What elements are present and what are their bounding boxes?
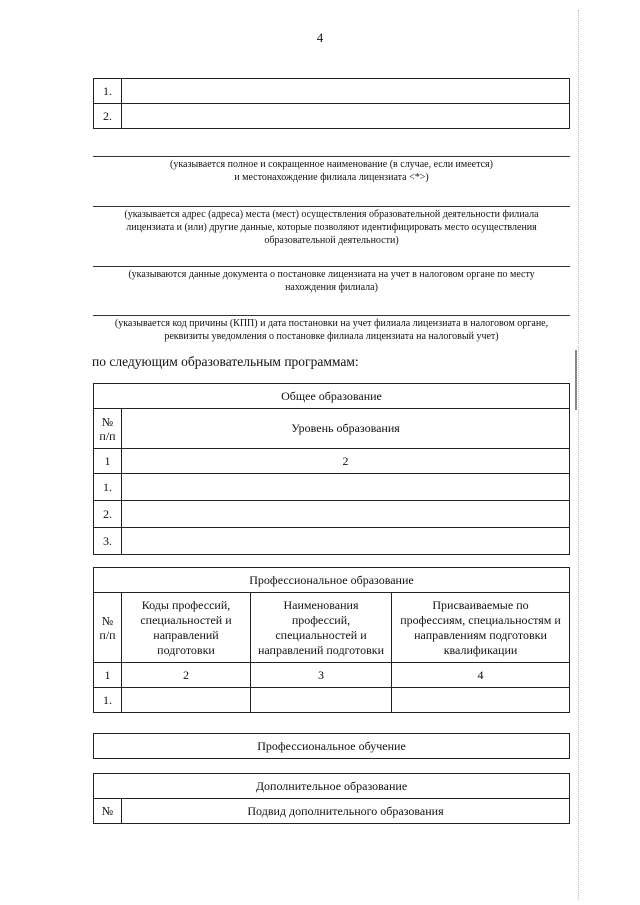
caption-line: лицензиата и (или) другие данные, которые позволяют идентифицировать место осуществления: [126, 222, 537, 233]
caption-tax-doc: [93, 268, 570, 294]
row-number: 1.: [94, 474, 122, 501]
level-cell[interactable]: [122, 474, 570, 501]
caption-line: (указывается код причины (КПП) и дата постановки на учет филиала лицензиата в налоговом органе,: [114, 318, 549, 329]
caption-line: (указываются данные документа о постановке лицензиата на учет в налоговом органе по месту: [128, 269, 535, 280]
general-education-table: [93, 383, 570, 555]
index-cell: 2: [122, 663, 251, 688]
fill-line-kpp: [93, 315, 570, 316]
codes-cell[interactable]: [122, 688, 251, 713]
index-cell: 3: [251, 663, 392, 688]
caption-kpp: [93, 317, 570, 343]
index-cell: 1: [94, 663, 122, 688]
col-subtype-header: Подвид дополнительного образования: [122, 799, 570, 824]
col-qualifications-header: Присваиваемые по профессиям, специальностям и направлениям подготовки квалификации: [392, 593, 570, 663]
caption-line: реквизиты уведомления о постановке филиала лицензиата на налоговый учет): [164, 331, 499, 342]
top-table: [93, 78, 570, 129]
col-names-header: Наименования профессий, специальностей и направлений подготовки: [251, 593, 392, 663]
caption-line: и местонахождение филиала лицензиата <*>): [234, 172, 429, 183]
row-number: 2.: [94, 501, 122, 528]
col-codes-header: Коды профессий, специальностей и направлений подготовки: [122, 593, 251, 663]
page-edge: [578, 10, 579, 900]
top-row-cell[interactable]: [122, 104, 570, 129]
index-cell: 4: [392, 663, 570, 688]
level-cell[interactable]: [122, 501, 570, 528]
programs-lead: по следующим образовательным программам:: [92, 354, 359, 369]
index-cell: 1: [94, 449, 122, 474]
professional-education-title: Профессиональное образование: [94, 568, 570, 593]
caption-line: нахождения филиала): [285, 282, 378, 293]
row-number: 1.: [94, 688, 122, 713]
col-number-header: № п/п: [94, 409, 122, 449]
page-number: 4: [316, 30, 324, 45]
fill-line-address: [93, 206, 570, 207]
caption-line: образовательной деятельности): [264, 235, 399, 246]
level-cell[interactable]: [122, 528, 570, 555]
professional-training-table: [93, 733, 570, 759]
top-row-number: 2.: [94, 104, 122, 129]
top-row-number: 1.: [94, 79, 122, 104]
additional-education-table: [93, 773, 570, 824]
names-cell[interactable]: [251, 688, 392, 713]
qualifications-cell[interactable]: [392, 688, 570, 713]
index-cell: 2: [122, 449, 570, 474]
additional-education-title: Дополнительное образование: [94, 774, 570, 799]
professional-training-title: Профессиональное обучение: [94, 734, 570, 759]
caption-line: (указывается полное и сокращенное наименование (в случае, если имеется): [170, 159, 493, 170]
top-row-cell[interactable]: [122, 79, 570, 104]
caption-line: (указывается адрес (адреса) места (мест) осуществления образовательной деятельности филиала: [124, 209, 539, 220]
fill-line-tax-doc: [93, 266, 570, 267]
caption-address: [93, 208, 570, 247]
row-number: 3.: [94, 528, 122, 555]
col-level-header: Уровень образования: [122, 409, 570, 449]
page-edge-shadow: [575, 350, 577, 410]
col-number-header: №: [94, 799, 122, 824]
caption-branch-name: [93, 158, 570, 184]
professional-education-table: [93, 567, 570, 713]
fill-line-branch-name: [93, 156, 570, 157]
general-education-title: Общее образование: [94, 384, 570, 409]
col-number-header: № п/п: [94, 593, 122, 663]
